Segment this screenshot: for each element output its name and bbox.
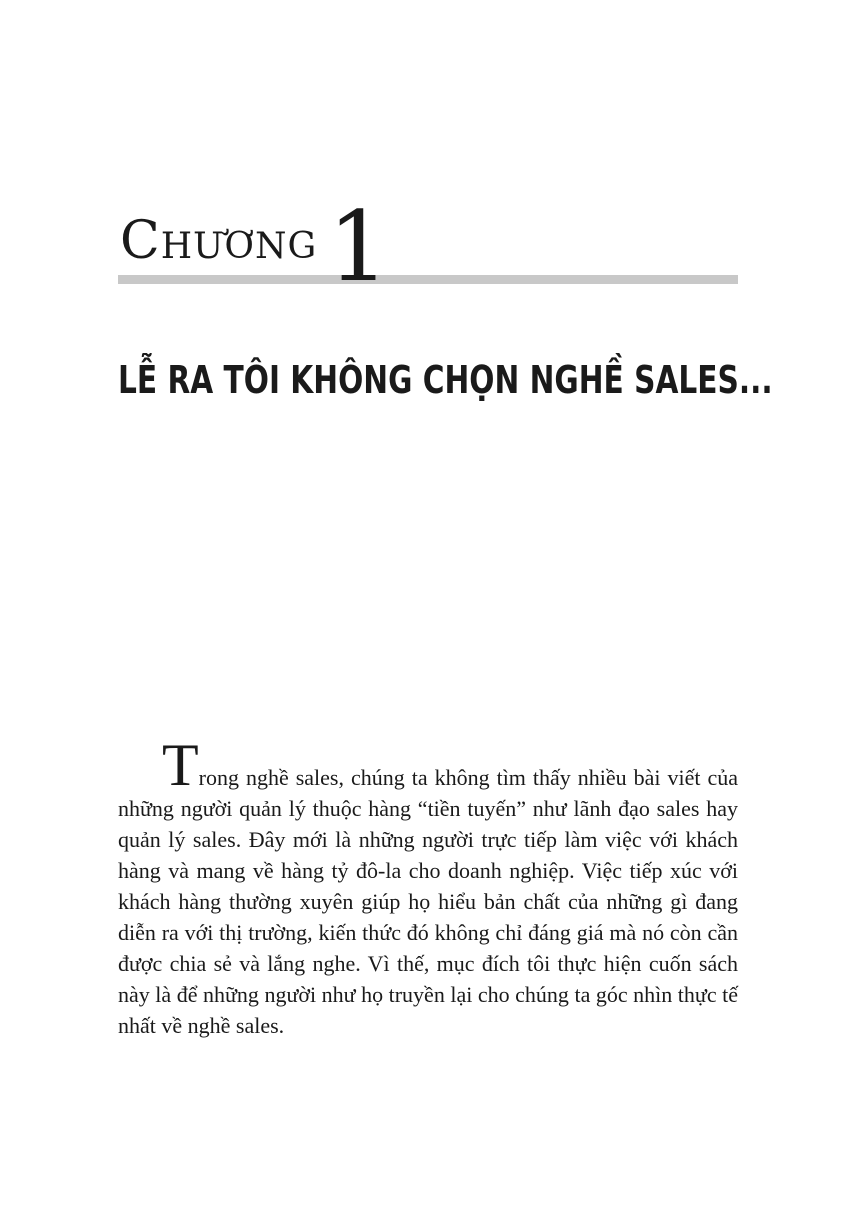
drop-cap: T	[162, 732, 199, 798]
chapter-title: LỄ RA TÔI KHÔNG CHỌN NGHỀ SALES...	[118, 358, 773, 402]
chapter-label: Chương	[120, 211, 318, 271]
chapter-rule-divider	[118, 275, 738, 284]
chapter-number: 1	[328, 191, 390, 303]
chapter-heading	[118, 191, 738, 305]
body-paragraph	[118, 732, 738, 1041]
body-paragraph-text: rong nghề sales, chúng ta không tìm thấy nhiều bài viết của những người quản lý thuộc hàng “tiền tuyến” như lãnh đạo sales hay quản lý sales. Đây mới là những người trực tiếp làm việc với khách hàng và mang về hàng tỷ đô-la cho doanh nghiệp. Việc tiếp xúc với khách hàng thường xuyên giúp họ hiểu bản chất của những gì đang diễn ra với thị trường, kiến thức đó không chỉ đáng giá mà nó còn cần được chia sẻ và lắng nghe. Vì thế, mục đích tôi thực hiện cuốn sách này là để những người như họ truyền lại cho chúng ta góc nhìn thực tế nhất về nghề sales.	[118, 765, 738, 1038]
